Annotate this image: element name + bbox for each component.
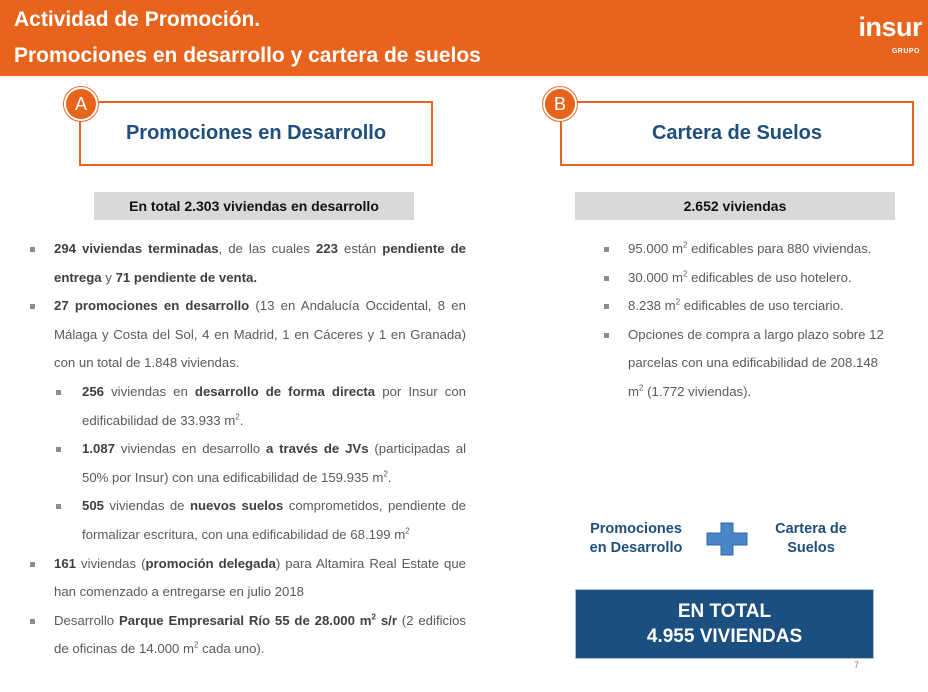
a-bullet-1-text: 27 promociones en desarrollo [54, 298, 250, 314]
b-bullet-3-text: Opciones de compra a largo plazo sobre 12 parcelas con una edificabilidad de 208.148 m [628, 326, 884, 399]
a-bullet-3 [26, 435, 466, 492]
section-a-badge: A [64, 87, 98, 121]
page-number: 7 [854, 660, 860, 670]
a-bullet-0-text: y [101, 269, 116, 285]
total-line2: 4.955 VIVIENDAS [646, 626, 803, 647]
a-bullet-4-text: nuevos suelos [189, 498, 284, 514]
total-box [575, 589, 874, 659]
a-bullet-6-text: Parque Empresarial Río 55 de 28.000 m [118, 612, 372, 628]
a-bullet-3-text: . [387, 469, 392, 485]
section-b-title-box [560, 101, 914, 166]
b-bullet-1-text: edificables de uso hotelero. [687, 269, 852, 285]
sum-label-promociones-line2: en Desarrollo [589, 540, 683, 556]
logo-text: insur [858, 12, 922, 42]
a-bullet-6 [26, 607, 466, 664]
a-bullet-3-text: (participadas al 50% por Insur) con una edificabilidad de 159.935 m [82, 441, 466, 485]
a-bullet-0-text: pendiente de entrega [54, 241, 466, 285]
sum-label-promociones [576, 520, 696, 558]
a-bullet-6-text: Desarrollo [54, 612, 119, 628]
a-bullet-2 [26, 378, 466, 435]
a-bullet-2-text: 2 [235, 412, 240, 422]
a-bullet-0-text: 294 viviendas terminadas [54, 241, 219, 256]
b-bullet-2 [578, 292, 896, 321]
a-bullet-0 [26, 235, 466, 292]
a-bullet-6-text: 2 [194, 640, 199, 650]
b-bullet-0-text: 2 [683, 240, 688, 250]
a-bullet-6-text: s/r [375, 612, 397, 628]
a-bullet-2-text: por Insur con edificabilidad de 33.933 m [82, 383, 467, 428]
b-bullet-1-text: 30.000 m [628, 269, 683, 285]
a-bullet-2-text: . [239, 412, 244, 428]
a-bullet-0-text: 223 [315, 241, 338, 256]
a-bullet-4-text: comprometidos, pendiente de formalizar escritura, con una edificabilidad de 68.199 m [82, 498, 466, 542]
b-bullet-2-text: edificables de uso terciario. [680, 298, 844, 314]
section-b-summary: 2.652 viviendas [575, 192, 895, 220]
total-line1: EN TOTAL [677, 601, 772, 622]
sum-label-cartera-line1: Cartera de [775, 521, 847, 537]
sum-label-cartera [757, 520, 865, 558]
page-title-line1: Actividad de Promoción. [14, 8, 261, 31]
sum-label-cartera-line2: Suelos [787, 540, 835, 556]
a-bullet-6-text: (2 edificios de oficinas de 14.000 m [54, 612, 466, 657]
section-b-bullet-list [578, 235, 896, 407]
b-bullet-1 [578, 264, 896, 293]
sum-label-promociones-line1: Promociones [590, 521, 682, 537]
a-bullet-5 [26, 550, 466, 607]
a-bullet-0-text: 71 pendiente de venta. [115, 269, 258, 285]
insur-logo [810, 12, 922, 58]
a-bullet-6-text: 2 [371, 612, 376, 622]
a-bullet-1-text: (13 en Andalucía Occidental, 8 en Málaga y Costa del Sol, 4 en Madrid, 1 en Cáceres y 1 en Granada) con un total de 1.848 viviendas. [54, 298, 466, 371]
b-bullet-1-text: 2 [683, 269, 688, 279]
section-b-badge: B [543, 87, 577, 121]
plus-icon [706, 522, 748, 556]
page-title-line2: Promociones en desarrollo y cartera de suelos [14, 44, 481, 67]
a-bullet-0-text: , de las cuales [218, 241, 316, 256]
a-bullet-5-text: 161 [54, 555, 77, 571]
logo-subtext: GRUPO [891, 48, 920, 55]
a-bullet-3-text: a través de JVs [265, 441, 369, 457]
b-bullet-0-text: edificables para 880 viviendas. [687, 241, 872, 256]
a-bullet-3-text: viviendas en desarrollo [115, 441, 266, 457]
a-bullet-1 [26, 292, 466, 378]
a-bullet-5-text: promoción delegada [145, 555, 276, 571]
b-bullet-2-text: 8.238 m [628, 298, 676, 314]
b-bullet-3 [578, 321, 896, 407]
a-bullet-3-text: 1.087 [82, 441, 116, 457]
a-bullet-4 [26, 492, 466, 549]
section-a-bullet-list [26, 235, 466, 664]
a-bullet-5-text: viviendas ( [76, 555, 146, 571]
a-bullet-6-text: cada uno). [198, 641, 265, 657]
a-bullet-3-text: 2 [383, 469, 388, 479]
section-a-title: Promociones en Desarrollo [125, 122, 387, 144]
section-b-title: Cartera de Suelos [651, 122, 823, 144]
a-bullet-4-text: 505 [82, 498, 105, 514]
section-a-title-box [79, 101, 433, 166]
b-bullet-0-text: 95.000 m [628, 241, 683, 256]
b-bullet-2-text: 2 [675, 297, 681, 307]
section-a-summary: En total 2.303 viviendas en desarrollo [94, 192, 414, 220]
a-bullet-2-text: 256 [82, 383, 105, 399]
b-bullet-3-text: 2 [639, 383, 644, 393]
b-bullet-3-text: (1.772 viviendas). [643, 383, 752, 399]
a-bullet-2-text: desarrollo de forma directa [194, 383, 376, 399]
a-bullet-2-text: viviendas en [104, 383, 195, 399]
a-bullet-4-text: 2 [405, 526, 410, 536]
a-bullet-4-text: viviendas de [104, 498, 190, 514]
a-bullet-5-text: ) para Altamira Real Estate que han comenzado a entregarse en julio 2018 [54, 555, 467, 600]
header-bar [0, 0, 928, 76]
a-bullet-0-text: están [337, 241, 383, 256]
b-bullet-0 [578, 235, 896, 264]
